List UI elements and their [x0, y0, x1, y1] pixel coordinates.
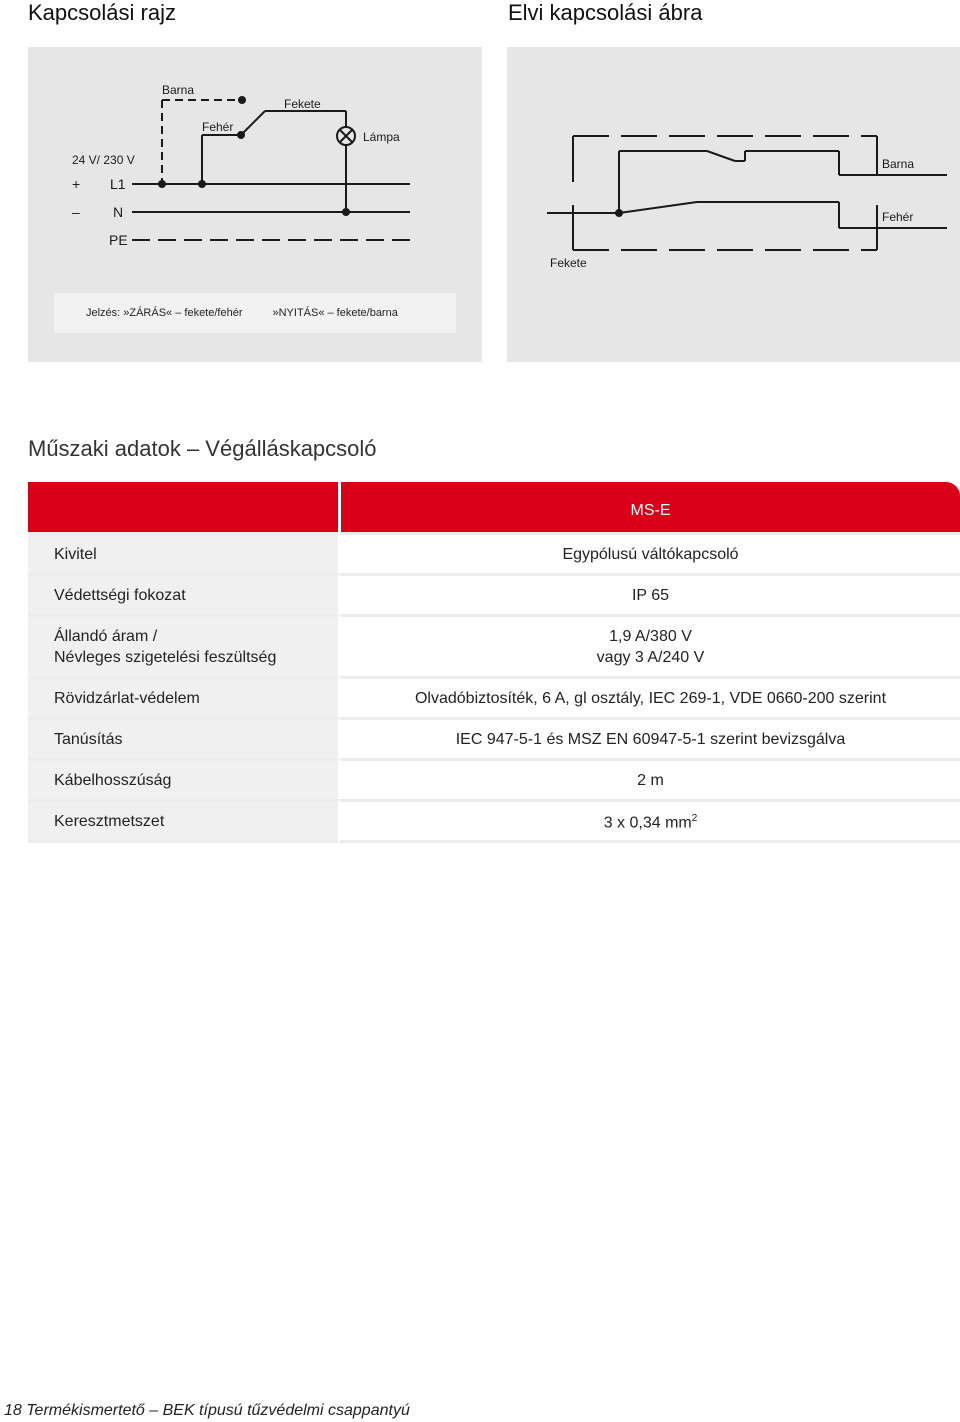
row-label: Kivitel — [28, 532, 338, 573]
schematic-diagram — [507, 47, 960, 287]
row-value-text: 3 x 0,34 mm — [603, 814, 692, 832]
row-value: 2 m — [338, 758, 960, 799]
row-value — [338, 799, 960, 843]
legend-prefix: Jelzés: — [86, 307, 121, 319]
row-value: Olvadóbiztosíték, 6 A, gl osztály, IEC 269-1, VDE 0660-200 szerint — [338, 676, 960, 717]
schematic-panel — [507, 47, 960, 362]
row-value-line1: 1,9 A/380 V — [609, 627, 692, 645]
row-label: Keresztmetszet — [28, 799, 338, 843]
page-number: 18 — [4, 1402, 22, 1419]
row-value: IEC 947-5-1 és MSZ EN 60947-5-1 szerint bevizsgálva — [338, 717, 960, 758]
specs-table — [28, 482, 960, 843]
label-plus: + — [72, 176, 81, 192]
row-value-superscript: 2 — [691, 813, 698, 825]
label-barna: Barna — [162, 83, 195, 97]
section-title: Műszaki adatok – Végálláskapcsoló — [28, 436, 377, 461]
row-label: Kábelhosszúság — [28, 758, 338, 799]
legend — [54, 293, 456, 333]
label-feher: Fehér — [202, 120, 234, 134]
table-row — [28, 758, 960, 799]
label-pe: PE — [109, 232, 128, 248]
table-row — [28, 532, 960, 573]
wiring-diagram — [28, 47, 482, 287]
wiring-diagram-panel — [28, 47, 482, 362]
label-minus: – — [72, 204, 80, 220]
label-n: N — [113, 204, 124, 220]
table-row — [28, 717, 960, 758]
legend-nyitas: »NYITÁS« – fekete/barna — [272, 307, 398, 319]
row-value-line2: vagy 3 A/240 V — [596, 648, 705, 666]
table-row — [28, 614, 960, 676]
row-value: IP 65 — [338, 573, 960, 614]
table-row — [28, 573, 960, 614]
label-fekete: Fekete — [284, 97, 321, 111]
schematic-label-fekete: Fekete — [550, 256, 587, 270]
heading-wiring-diagram: Kapcsolási rajz — [28, 0, 176, 25]
header-model: MS-E — [338, 482, 960, 532]
schematic-label-barna: Barna — [882, 157, 915, 171]
schematic-label-feher: Fehér — [882, 210, 914, 224]
row-label — [28, 614, 338, 676]
footer-text: Termékismertető – BEK típusú tűzvédelmi csappantyú — [26, 1402, 410, 1419]
row-label: Rövidzárlat-védelem — [28, 676, 338, 717]
table-header-row — [28, 482, 960, 532]
row-label: Tanúsítás — [28, 717, 338, 758]
row-value: Egypólusú váltókapcsoló — [338, 532, 960, 573]
label-voltage: 24 V/ 230 V — [72, 153, 135, 167]
row-label-line1: Állandó áram / — [54, 627, 158, 645]
row-label: Védettségi fokozat — [28, 573, 338, 614]
header-empty-cell — [28, 482, 338, 532]
heading-schematic: Elvi kapcsolási ábra — [508, 0, 703, 25]
row-value — [338, 614, 960, 676]
table-row — [28, 676, 960, 717]
legend-zaras: »ZÁRÁS« – fekete/fehér — [123, 307, 243, 319]
row-label-line2: Névleges szigetelési feszültség — [54, 648, 277, 666]
table-row — [28, 799, 960, 843]
label-l1: L1 — [110, 176, 126, 192]
label-lampa: Lámpa — [363, 130, 400, 144]
page-footer — [4, 1402, 410, 1420]
